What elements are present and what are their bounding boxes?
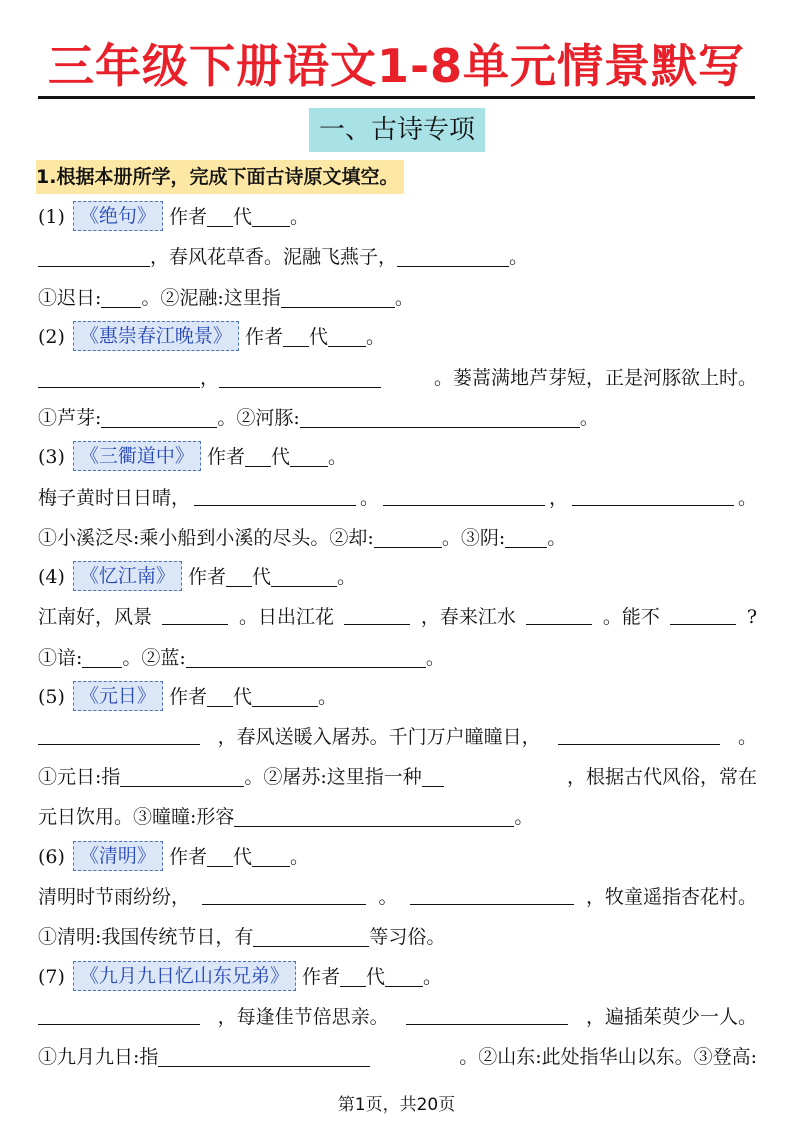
page-title: 三年级下册语文1-8单元情景默写: [47, 39, 746, 93]
poem-number: (4): [38, 566, 65, 588]
blank: [234, 802, 514, 827]
blank: [328, 322, 366, 347]
blank: [383, 481, 545, 506]
poem-number: (2): [38, 326, 65, 348]
note-line: ①迟日: 。②泥融:这里指 。: [38, 281, 757, 315]
blank: [226, 562, 252, 587]
blank: [207, 682, 233, 707]
blank: [572, 481, 734, 506]
poem-title-tag: 《三衢道中》: [73, 441, 201, 471]
poem-title-tag: 《九月九日忆山东兄弟》: [73, 961, 296, 991]
note-line: ①清明:我国传统节日，有 等习俗。: [38, 920, 757, 954]
blank: [410, 880, 574, 905]
poem-header: (2) 《惠崇春江晚景》 作者 代 。: [38, 320, 757, 354]
poem-text-line: ，春风送暖入屠苏。千门万户曈曈日， 。: [38, 720, 757, 754]
note-line: ①芦芽: 。②河豚: 。: [38, 401, 757, 435]
blank: [253, 922, 369, 947]
poem-text-line: ，每逢佳节倍思亲。 ，遍插茱萸少一人。: [38, 1000, 757, 1034]
poem-header: (5) 《元日》 作者 代 。: [38, 680, 757, 714]
poem-text-line: 清明时节雨纷纷， 。 ，牧童遥指杏花村。: [38, 880, 757, 914]
poem-text-line: 梅子黄时日日晴， 。 ， 。: [38, 481, 757, 515]
note-line: ①元日:指 。②屠苏:这里指一种 ，根据古代风俗，常在: [38, 760, 757, 794]
blank: [194, 481, 356, 506]
blank: [670, 600, 736, 625]
blank: [558, 720, 720, 745]
blank: [207, 202, 233, 227]
blank: [186, 643, 426, 668]
blank: [385, 962, 423, 987]
task-instruction: 1.根据本册所学，完成下面古诗原文填空。: [36, 160, 404, 194]
blank: [219, 363, 381, 388]
blank: [374, 523, 442, 548]
poem-header: (7) 《九月九日忆山东兄弟》 作者 代 。: [38, 960, 757, 994]
section-heading: 一、古诗专项: [309, 108, 485, 152]
blank: [422, 762, 444, 787]
note-line: ①九月九日:指 。②山东:此处指华山以东。③登高:: [38, 1040, 757, 1074]
blank: [38, 242, 150, 267]
blank: [245, 442, 271, 467]
blank: [82, 643, 122, 668]
page-number-footer: 第1页，共20页: [337, 1095, 456, 1115]
blank: [344, 600, 410, 625]
blank: [158, 1042, 370, 1067]
blank: [300, 403, 580, 428]
poem-title-tag: 《忆江南》: [73, 561, 182, 591]
poem-number: (1): [38, 206, 65, 228]
blank: [252, 682, 318, 707]
poem-text-line: 江南好，风景 。日出江花 ，春来江水 。能不 ?: [38, 600, 757, 634]
poem-title-tag: 《清明》: [73, 841, 163, 871]
blank: [290, 442, 328, 467]
poem-header: (4) 《忆江南》 作者 代 。: [38, 560, 757, 594]
poem-header: (3) 《三衢道中》 作者 代 。: [38, 440, 757, 474]
blank: [340, 962, 366, 987]
blank: [120, 762, 244, 787]
blank: [101, 283, 141, 308]
poem-number: (5): [38, 686, 65, 708]
blank: [38, 720, 200, 745]
poem-title-tag: 《绝句》: [73, 201, 163, 231]
blank: [252, 202, 290, 227]
note-line: 元日饮用。③曈曈:形容 。: [38, 800, 757, 834]
poem-number: (3): [38, 446, 65, 468]
poem-number: (7): [38, 966, 65, 988]
blank: [406, 1000, 568, 1025]
blank: [207, 842, 233, 867]
blank: [281, 283, 395, 308]
blank: [202, 880, 366, 905]
blank: [505, 523, 547, 548]
poem-header: (6) 《清明》 作者 代 。: [38, 840, 757, 874]
blank: [283, 322, 309, 347]
blank: [526, 600, 592, 625]
blank: [271, 562, 337, 587]
poem-text-line: ，春风花草香。泥融飞燕子， 。: [38, 240, 757, 274]
poem-header: (1) 《绝句》 作者 代 。: [38, 200, 757, 234]
poem-text-line: ， 。蒌蒿满地芦芽短，正是河豚欲上时。: [38, 361, 757, 395]
blank: [397, 242, 509, 267]
note-line: ①小溪泛尽:乘小船到小溪的尽头。②却: 。③阴: 。: [38, 521, 757, 555]
poem-title-tag: 《元日》: [73, 681, 163, 711]
poem-title-tag: 《惠崇春江晚景》: [73, 321, 239, 351]
blank: [162, 600, 228, 625]
title-underline: [38, 96, 755, 99]
blank: [101, 403, 217, 428]
poem-number: (6): [38, 846, 65, 868]
blank: [38, 363, 200, 388]
blank: [252, 842, 290, 867]
blank: [38, 1000, 200, 1025]
note-line: ①谙: 。②蓝: 。: [38, 641, 757, 675]
